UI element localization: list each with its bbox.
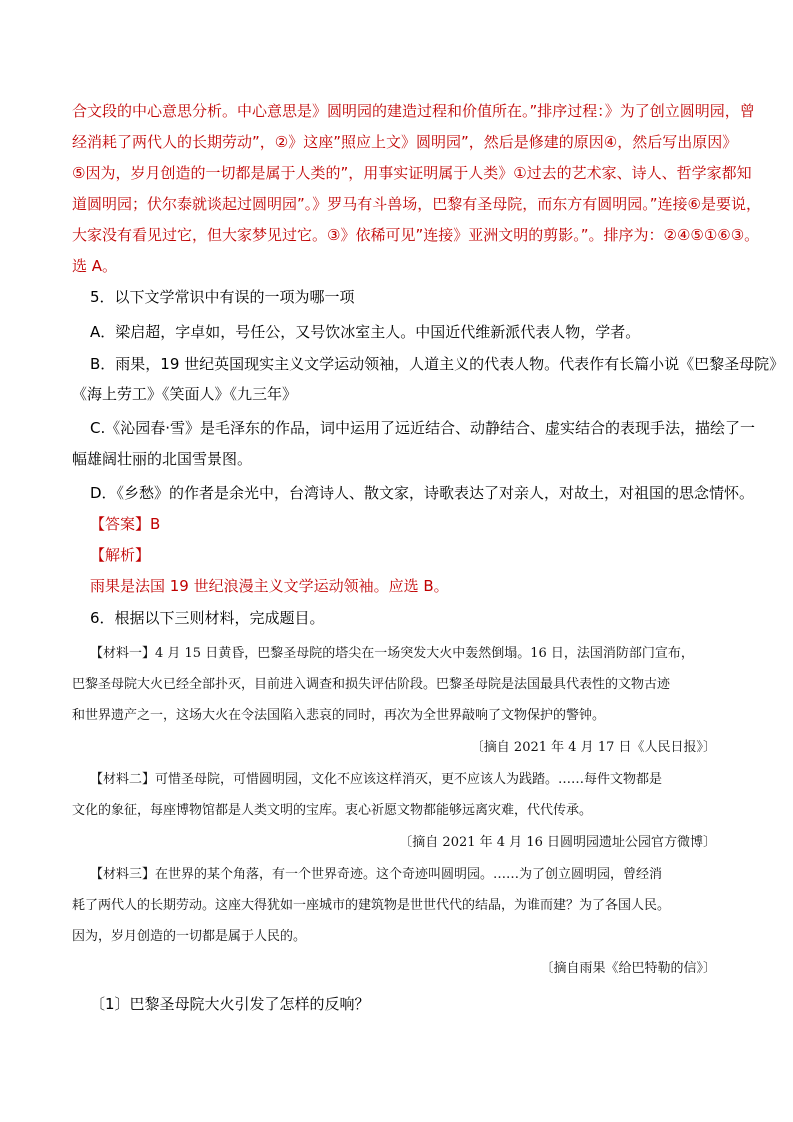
material-3-line: 【材料三】在世界的某个角落，有一个世界奇迹。这个奇迹叫圆明园。……为了创立圆明园，曾经消 [90,867,663,882]
analysis-line: 选 A。 [72,257,118,275]
material-1-line: 巴黎圣母院大火已经全部扑灭，目前进入调查和损失评估阶段。巴黎圣母院是法国最具代表性的文物古迹 [72,677,671,692]
material-3-source: 〔摘自雨果《给巴特勒的信》〕 [540,961,716,976]
material-2-source: 〔摘自 2021 年 4 月 16 日圆明园遗址公园官方微博〕 [399,835,716,850]
sub-question-1: 〔1〕巴黎圣母院大火引发了怎样的反响？ [90,995,370,1013]
option-c-cont: 幅雄阔壮丽的北国雪景图。 [72,450,253,468]
material-1-line: 【材料一】4 月 15 日黄昏，巴黎圣母院的塔尖在一场突发大火中轰然倒塌。16 日，法国消防部门宣布， [90,646,694,661]
material-1-line: 和世界遗产之一，这场大火在令法国陷入悲哀的同时，再次为全世界敲响了文物保护的警钟。 [72,708,606,723]
analysis-text: 雨果是法国 19 世纪浪漫主义文学运动领袖。应选 B。 [90,577,449,595]
material-1-source: 〔摘自 2021 年 4 月 17 日《人民日报》〕 [470,740,716,755]
option-b: B．雨果，19 世纪英国现实主义文学运动领袖，人道主义的代表人物。代表作有长篇小说《巴黎圣母院》 [90,355,785,373]
question-5-stem: 5．以下文学常识中有误的一项为哪一项 [90,288,355,306]
analysis-label: 【解析】 [90,546,151,564]
material-2-line: 【材料二】可惜圣母院，可惜圆明园，文化不应该这样消灭，更不应该人为践踏。……每件文物都是 [90,772,663,787]
option-c: C.《沁园春·雪》是毛泽东的作品，词中运用了远近结合、动静结合、虚实结合的表现手法，描绘了一 [90,419,756,437]
option-b-cont: 《海上劳工》《笑面人》《九三年》 [72,385,298,403]
material-2-line: 文化的象征，每座博物馆都是人类文明的宝库。衷心祈愿文物都能够远离灾难，代代传承。 [72,803,593,818]
analysis-line: ⑤因为，岁月创造的一切都是属于人类的”，用事实证明属于人类》①过去的艺术家、诗人、哲学家都知 [72,164,752,182]
answer-label: 【答案】B [90,515,161,533]
analysis-line: 经消耗了两代人的长期劳动”，②》这座”照应上文》圆明园”，然后是修建的原因④，然后写出原因》 [72,133,738,151]
option-d: D．《乡愁》的作者是余光中，台湾诗人、散文家，诗歌表达了对亲人，对故土，对祖国的思念情怀。 [90,484,755,502]
analysis-line: 道圆明园；伏尔泰就谈起过圆明园”。》罗马有斗兽场，巴黎有圣母院，而东方有圆明园。”连接⑥是要说， [72,195,761,213]
analysis-line: 大家没有看见过它，但大家梦见过它。③》依稀可见”连接》亚洲文明的剪影。”。排序为：②④⑤①⑥③。 [72,226,760,244]
analysis-line: 合文段的中心意思分析。中心意思是》圆明园的建造过程和价值所在。”排序过程：》为了创立圆明园，曾 [72,102,755,120]
material-3-line: 耗了两代人的长期劳动。这座大得犹如一座城市的建筑物是世世代代的结晶，为谁而建？为了各国人民。 [72,898,671,913]
option-a: A．梁启超，字卓如，号任公，又号饮冰室主人。中国近代维新派代表人物，学者。 [90,323,641,341]
question-6-stem: 6．根据以下三则材料，完成题目。 [90,609,325,627]
material-3-line: 因为，岁月创造的一切都是属于人民的。 [72,929,307,944]
